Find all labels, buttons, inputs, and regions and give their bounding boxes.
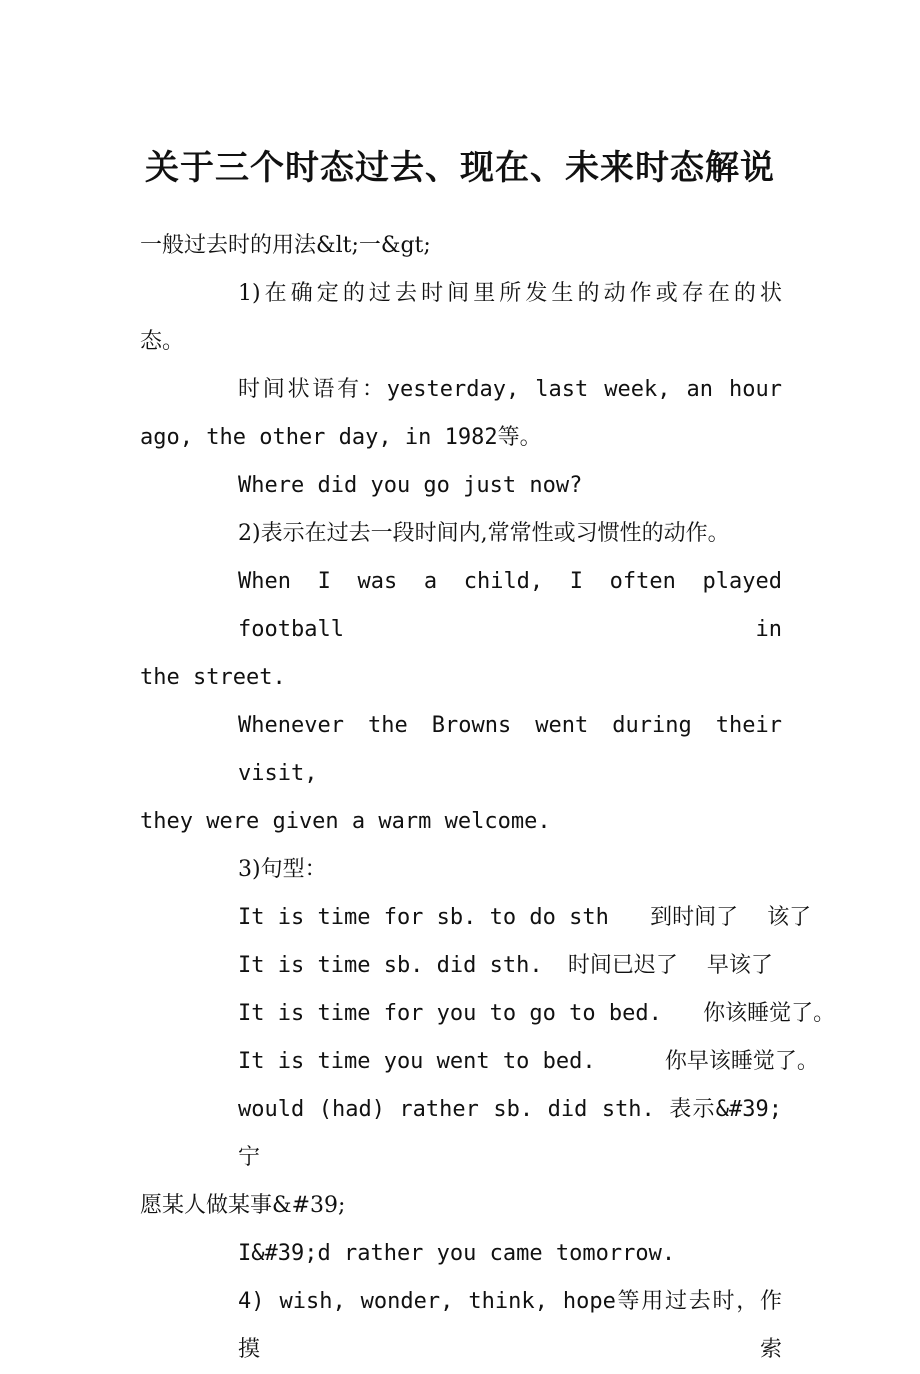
- document-body: [140, 222, 836, 1374]
- pattern-1: [140, 894, 812, 942]
- paragraph-4: 3)句型：: [238, 857, 327, 882]
- pattern-1-chinese: 到时间了 该了: [650, 905, 812, 930]
- example-1: Where did you go just now?: [238, 473, 583, 498]
- example-3-line-2: they were given a warm welcome.: [140, 809, 551, 834]
- example-6: I&#39;d rather you came tomorrow.: [238, 1241, 676, 1266]
- paragraph-5: 4) wish, wonder, think, hope等用过去时，作摸索: [238, 1289, 782, 1362]
- document-title: 关于三个时态过去、现在、未来时态解说: [145, 148, 775, 188]
- pattern-3-line-1: would (had) rather sb. did sth. 表示&#39;宁: [238, 1097, 782, 1170]
- paragraph-1-line-2: 态。: [140, 329, 185, 354]
- pattern-1-english: It is time for sb. to do sth: [238, 905, 609, 930]
- example-2-line-1: When I was a child, I often played football in: [238, 569, 782, 642]
- paragraph-2-line-2: ago, the other day, in 1982等。: [140, 425, 542, 450]
- paragraph-1-line-1: 1)在确定的过去时间里所发生的动作或存在的状: [238, 281, 782, 306]
- example-4-chinese: 你该睡觉了。: [703, 1001, 836, 1026]
- example-3-line-1: Whenever the Browns went during their visit,: [238, 713, 782, 786]
- pattern-2-english: It is time sb. did sth.: [238, 953, 543, 978]
- section-heading: 一般过去时的用法&lt;一&gt;: [140, 233, 431, 258]
- pattern-2: [140, 942, 782, 990]
- paragraph-3: 2)表示在过去一段时间内,常常性或习惯性的动作。: [238, 521, 730, 546]
- example-5: [140, 1038, 819, 1086]
- paragraph-2-line-1: 时间状语有：yesterday, last week, an hour: [238, 377, 782, 402]
- example-5-english: It is time you went to bed.: [238, 1049, 596, 1074]
- example-4: [140, 990, 836, 1038]
- pattern-2-chinese: 时间已迟了 早该了: [567, 953, 773, 978]
- example-4-english: It is time for you to go to bed.: [238, 1001, 662, 1026]
- pattern-3-line-2: 愿某人做某事&#39;: [140, 1193, 346, 1218]
- example-5-chinese: 你早该睡觉了。: [664, 1049, 819, 1074]
- example-2-line-2: the street.: [140, 665, 286, 690]
